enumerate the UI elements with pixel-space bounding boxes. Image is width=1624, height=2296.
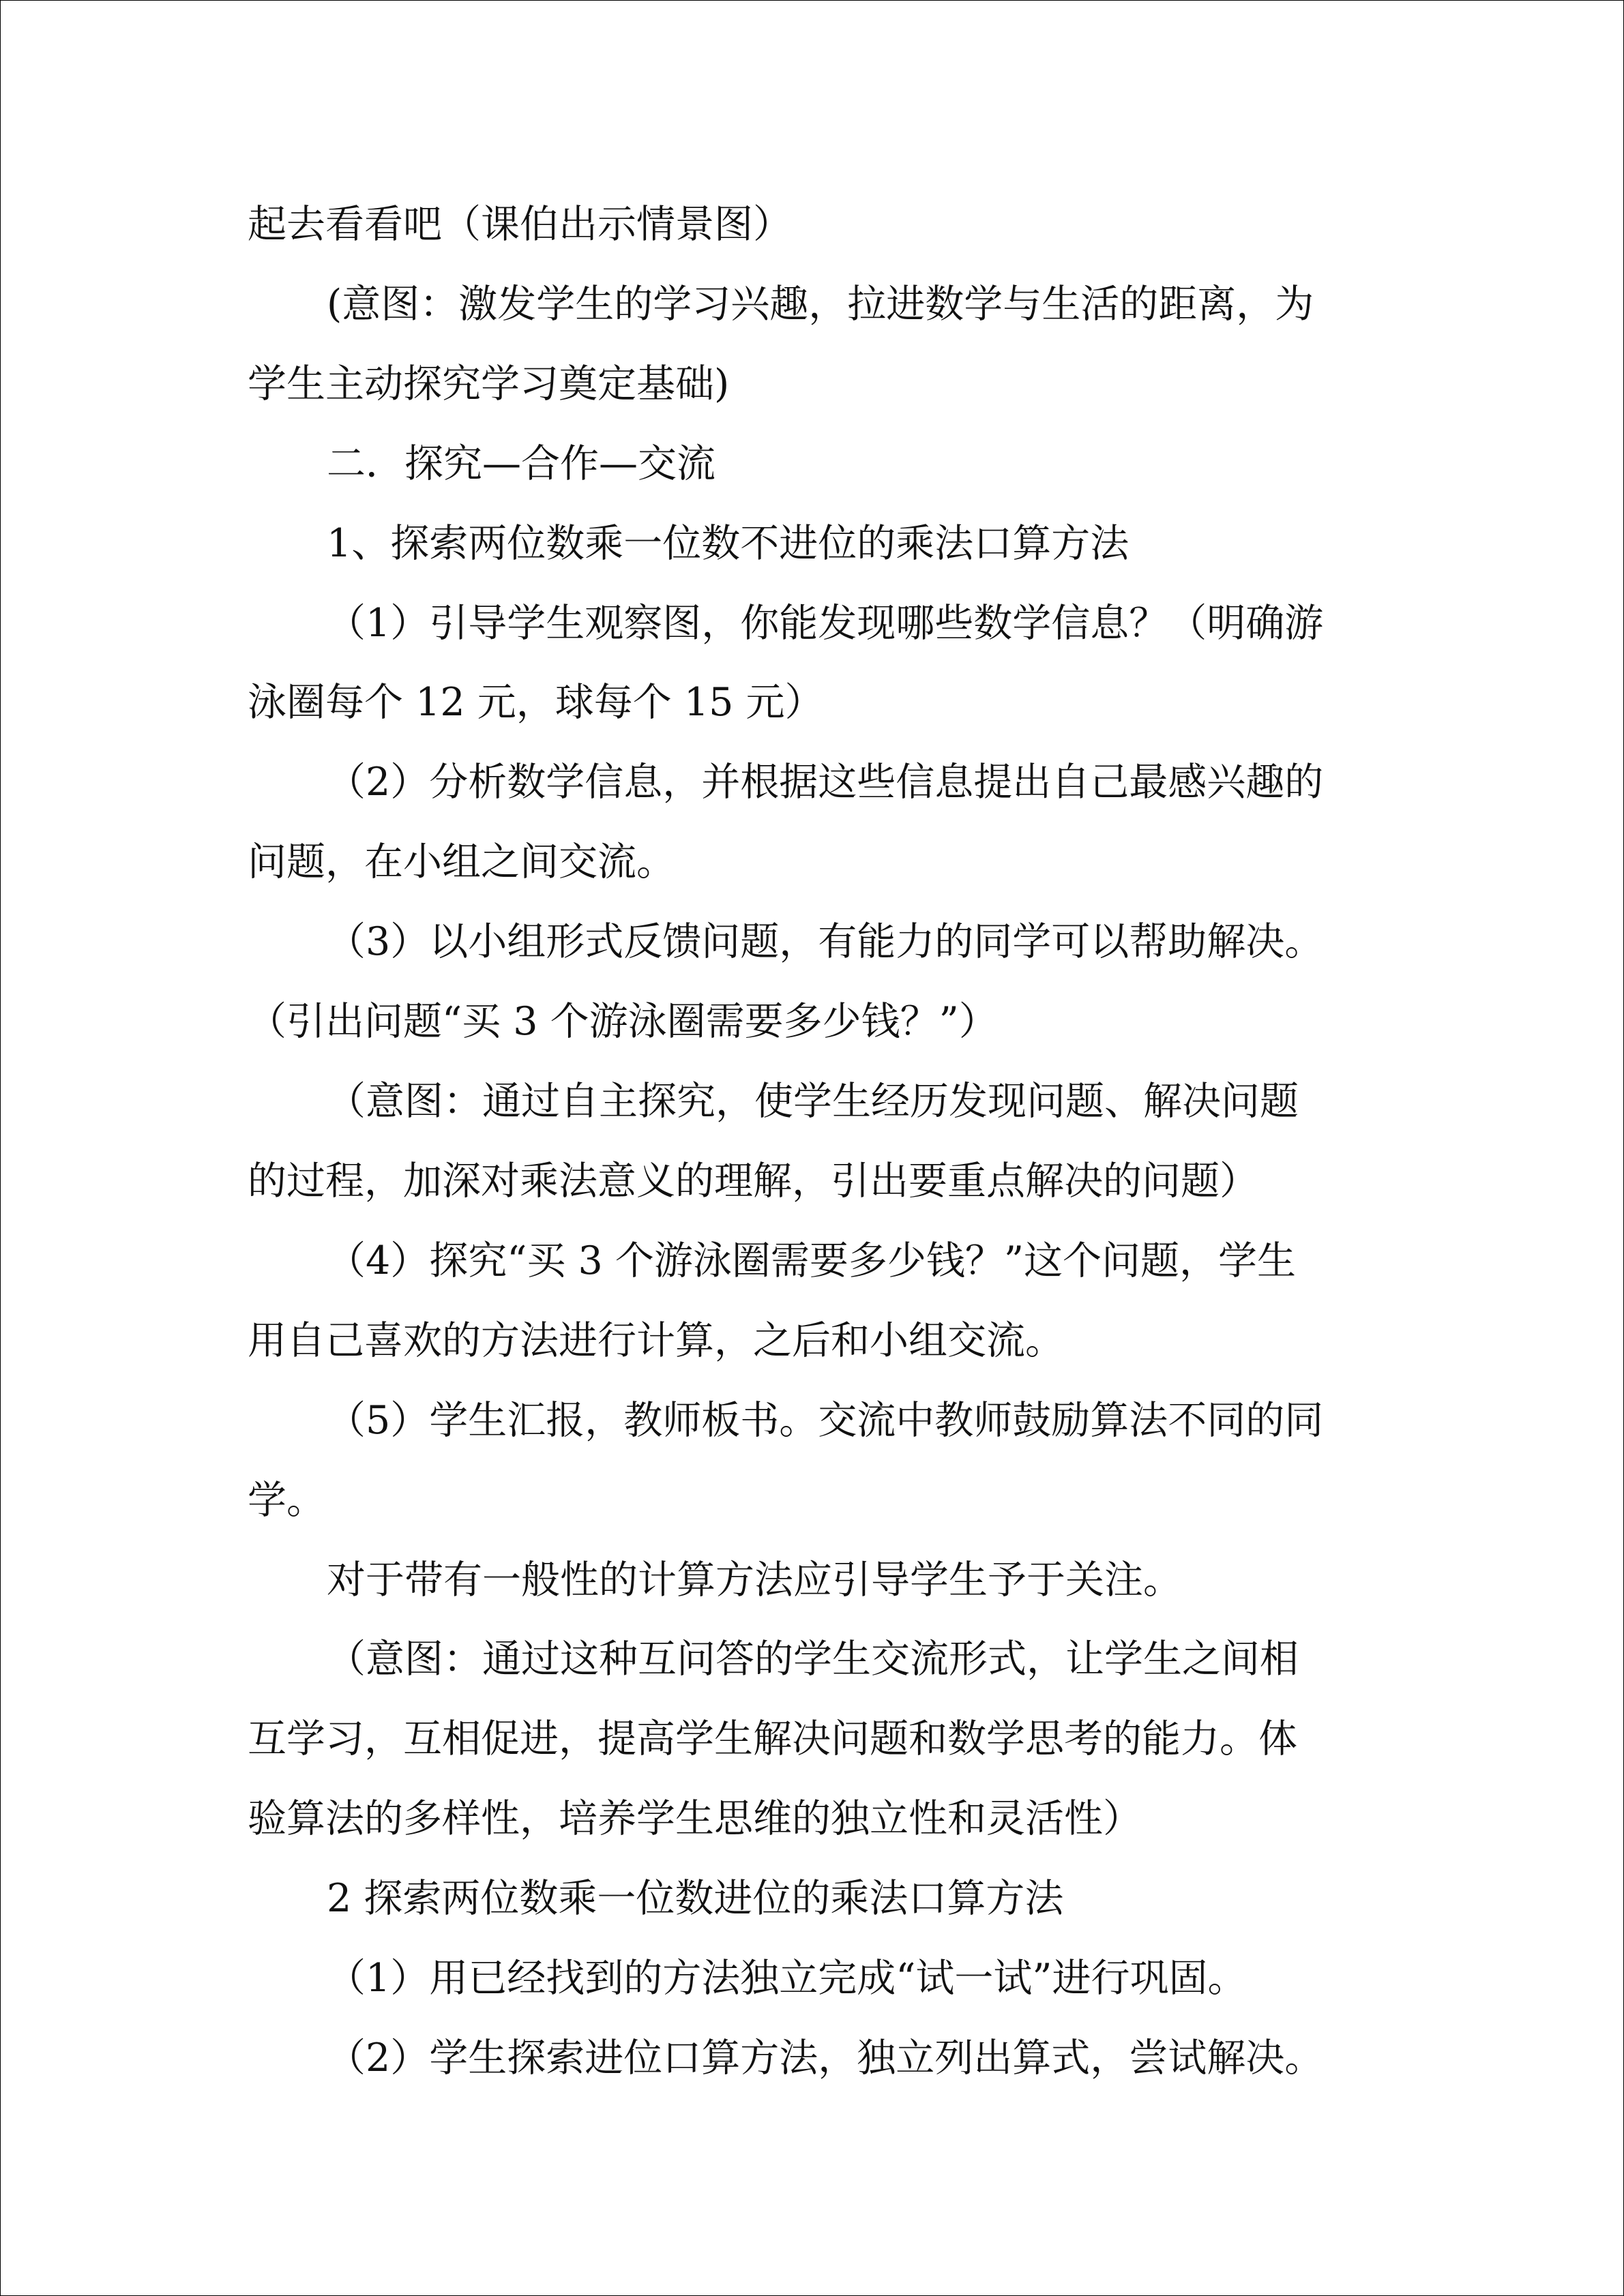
text-line: （4）探究“买 3 个游泳圈需要多少钱？”这个问题，学生 xyxy=(327,1238,1297,1283)
text-line: 互学习，互相促进，提高学生解决问题和数学思考的能力。体 xyxy=(248,1716,1297,1761)
text-line: 二．探究—合作—交流 xyxy=(327,441,715,486)
text-line: 对于带有一般性的计算方法应引导学生予于关注。 xyxy=(327,1557,1182,1602)
text-line: 1、探索两位数乘一位数不进位的乘法口算方法 xyxy=(327,521,1130,566)
text-line: 学生主动探究学习奠定基础) xyxy=(248,361,730,406)
text-line: 问题，在小组之间交流。 xyxy=(248,839,675,884)
text-line: （3）以小组形式反馈问题，有能力的同学可以帮助解决。 xyxy=(327,919,1324,964)
text-line: （2）分析数学信息，并根据这些信息提出自己最感兴趣的 xyxy=(327,760,1324,805)
text-line: 泳圈每个 12 元，球每个 15 元） xyxy=(248,680,824,725)
text-line: （1）引导学生观察图，你能发现哪些数学信息？（明确游 xyxy=(327,601,1324,646)
text-line: 用自己喜欢的方法进行计算，之后和小组交流。 xyxy=(248,1318,1064,1363)
text-line: （引出问题“买 3 个游泳圈需要多少钱？”） xyxy=(248,999,998,1044)
text-line: (意图：激发学生的学习兴趣，拉进数学与生活的距离，为 xyxy=(327,282,1314,327)
text-line: （2）学生探索进位口算方法，独立列出算式，尝试解决。 xyxy=(327,2036,1324,2081)
text-line: （意图：通过这种互问答的学生交流形式，让学生之间相 xyxy=(327,1637,1299,1682)
text-line: 2 探索两位数乘一位数进位的乘法口算方法 xyxy=(327,1876,1064,1921)
text-line: 验算法的多样性，培养学生思维的独立性和灵活性） xyxy=(248,1796,1142,1841)
text-line: 学。 xyxy=(248,1478,325,1523)
text-line: 起去看看吧（课伯出示情景图） xyxy=(248,202,792,247)
text-line: （5）学生汇报，教师板书。交流中教师鼓励算法不同的同 xyxy=(327,1398,1324,1443)
text-line: 的过程，加深对乘法意义的理解，引出要重点解决的问题） xyxy=(248,1159,1258,1204)
text-line: （1）用已经找到的方法独立完成“试一试”进行巩固。 xyxy=(327,1956,1247,2001)
text-line: （意图：通过自主探究，使学生经历发现问题、解决问题 xyxy=(327,1079,1299,1124)
